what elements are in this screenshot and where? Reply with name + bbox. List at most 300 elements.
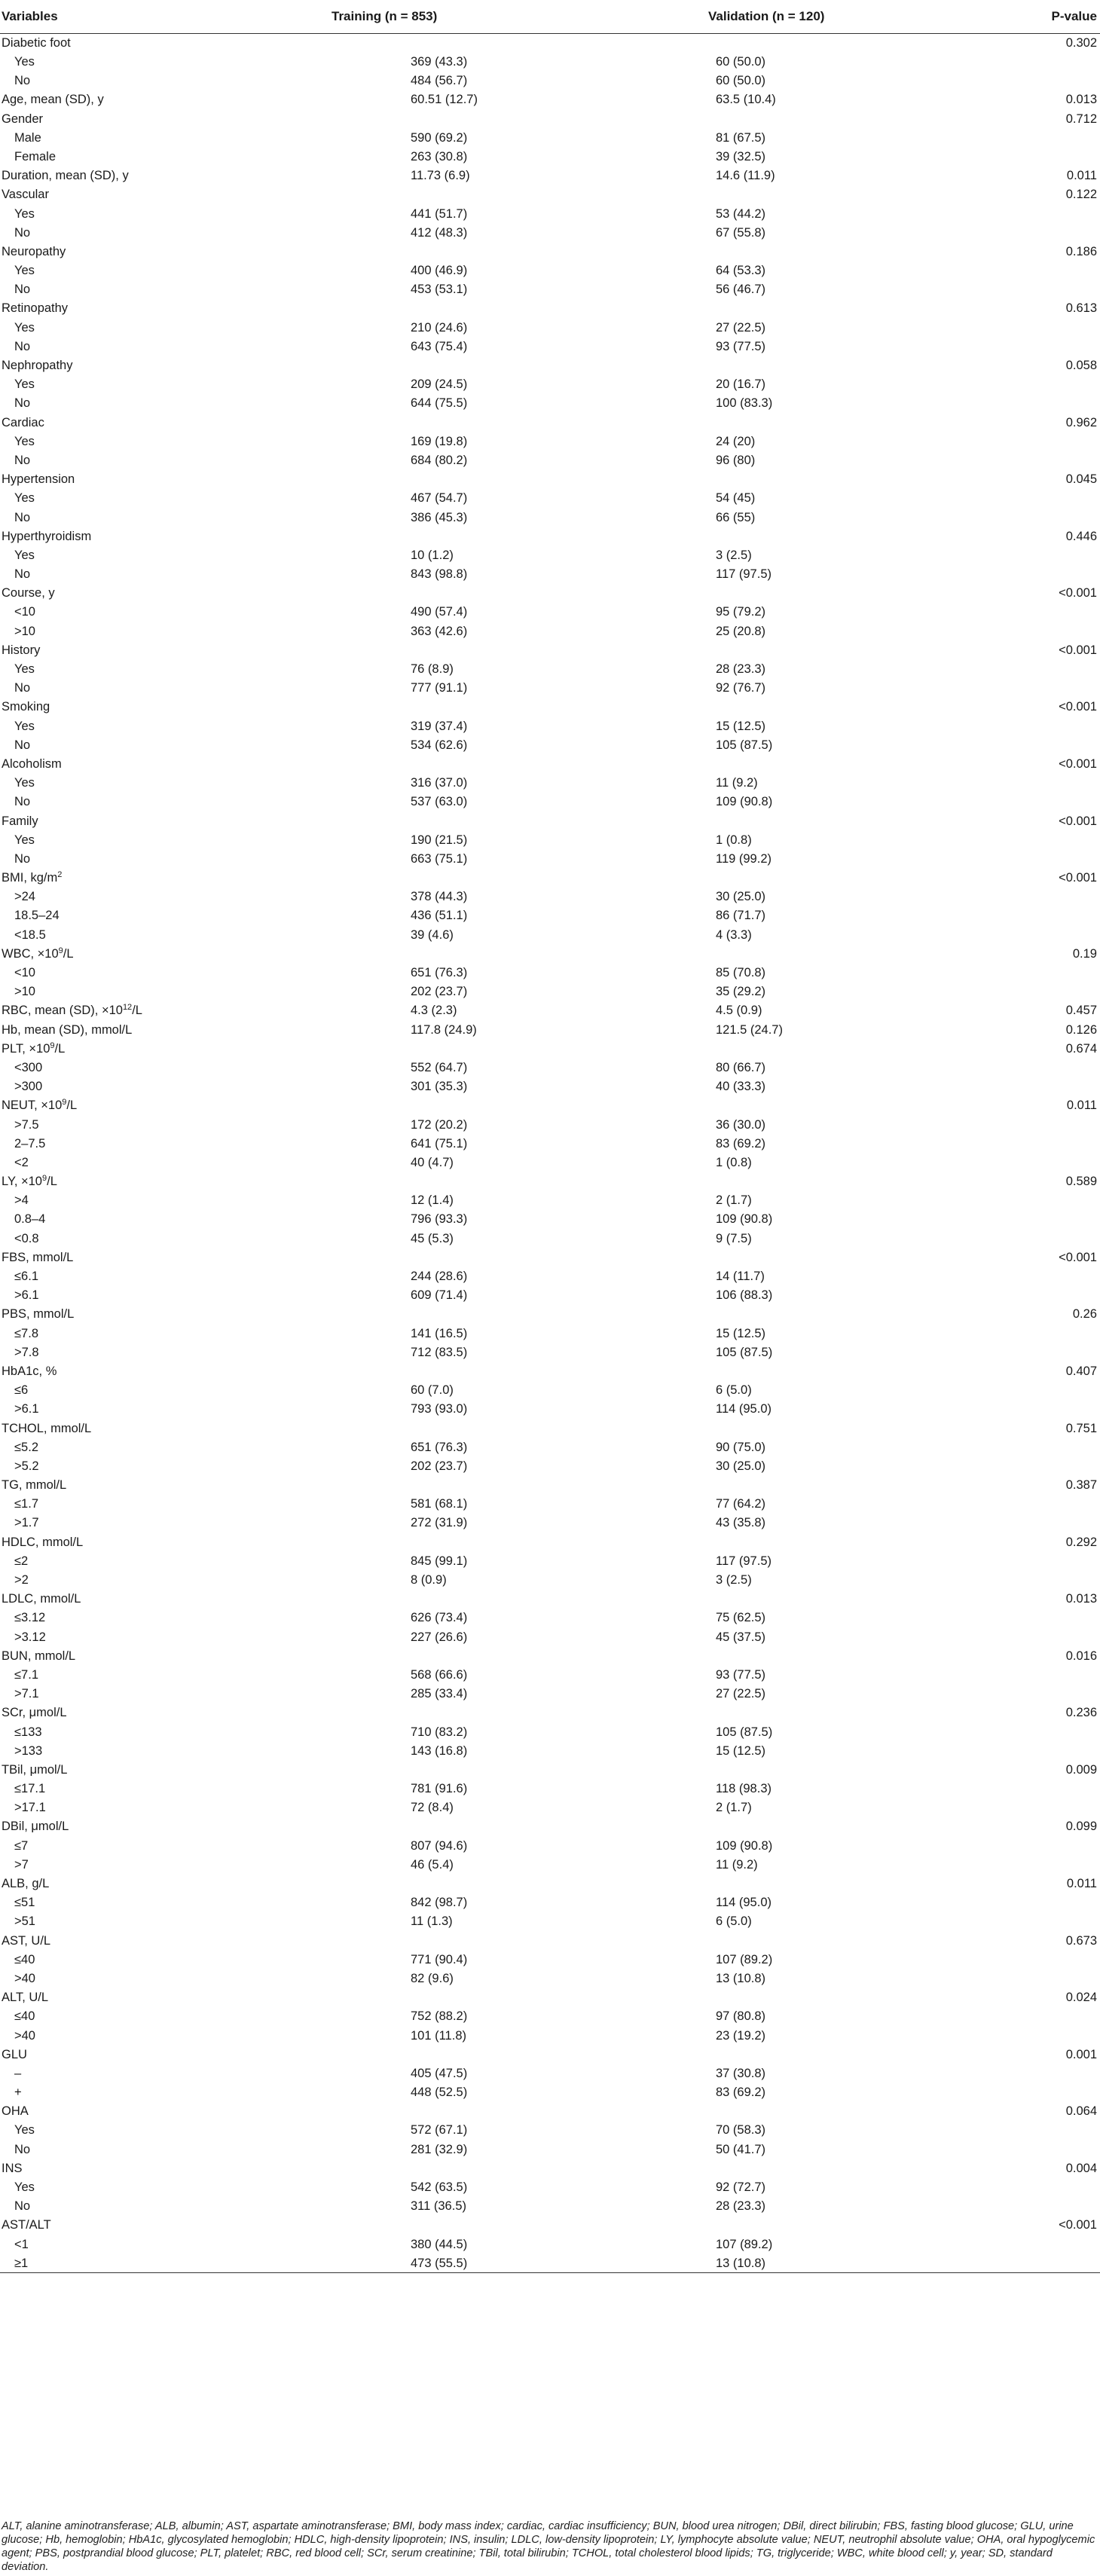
cell-pvalue: 0.589 <box>1065 1175 1097 1189</box>
cell-training: 453 (53.1) <box>411 283 468 297</box>
cell-variable <box>0 1836 226 1855</box>
table-row-level <box>0 2026 1100 2045</box>
variable-label: OHA <box>2 2104 29 2119</box>
cell-variable <box>0 1646 226 1665</box>
table-row-level <box>0 1798 1100 1817</box>
table-row-level <box>0 982 1100 1001</box>
variable-label: Yes <box>14 719 35 733</box>
cell-pvalue <box>934 338 1100 356</box>
cell-pvalue <box>934 1780 1100 1798</box>
cell-training: 72 (8.4) <box>411 1801 454 1815</box>
cell-validation: 70 (58.3) <box>716 2123 766 2137</box>
variable-label: ≤40 <box>14 1952 35 1966</box>
variable-label: WBC, ×10 <box>2 946 59 961</box>
cell-pvalue <box>934 318 1100 337</box>
table-row-level <box>0 850 1100 869</box>
table-row-variable <box>0 811 1100 830</box>
table-row-level <box>0 546 1100 565</box>
cell-variable <box>0 413 226 432</box>
variable-unit-exponent: 9 <box>50 1040 55 1050</box>
table-footnote: ALT, alanine aminotransferase; ALB, albumin; AST, aspartate aminotransferase; BMI, body mass index; cardiac, cardiac insufficiency; BUN, blood urea nitrogen; DBil, direct bilirubin; FBS, fasting blood glucose; GLU, urine glucose; Hb, hemoglobin; HbA1c, glycosylated hemoglobin; HDLC, high-density lipoprotein; INS, insulin; LDLC, low-density lipoprotein; LY, lymphocyte absolute value; NEUT, neutrophil absolute value; OHA, oral hypoglycemic agent; PBS, postprandial blood glucose; PLT, platelet; RBC, red blood cell; SCr, serum creatinine; TBil, total bilirubin; TCHOL, total cholesterol blood lipids; TG, triglyceride; WBC, white blood cell; y, year; SD, standard deviation. <box>2 2520 1095 2573</box>
cell-training: 8 (0.9) <box>411 1573 447 1587</box>
cell-pvalue <box>934 793 1100 811</box>
cell-variable <box>0 2197 226 2216</box>
cell-training: 202 (23.7) <box>411 985 468 999</box>
cell-validation <box>467 413 934 432</box>
cell-variable <box>0 280 226 299</box>
cell-validation <box>467 1761 934 1780</box>
cell-training: 484 (56.7) <box>411 74 468 88</box>
cell-training: 301 (35.3) <box>411 1080 468 1094</box>
variable-label: No <box>14 74 31 88</box>
cell-validation: 77 (64.2) <box>716 1497 766 1511</box>
variable-label: BUN, mmol/L <box>2 1649 76 1663</box>
cell-variable <box>0 1476 226 1495</box>
cell-variable <box>0 394 226 413</box>
cell-pvalue: 0.186 <box>1065 244 1097 258</box>
cell-validation <box>467 945 934 964</box>
table-row-level <box>0 1685 1100 1704</box>
cell-validation <box>467 2045 934 2064</box>
cell-variable <box>0 774 226 793</box>
table-row-level <box>0 1210 1100 1229</box>
variable-label: TBil, μmol/L <box>2 1762 68 1777</box>
cell-pvalue: 0.126 <box>1065 1022 1097 1037</box>
cell-variable <box>0 679 226 698</box>
cell-training <box>226 1875 467 1893</box>
variable-label: Retinopathy <box>2 301 69 316</box>
table-row-variable <box>0 869 1100 888</box>
variable-label: 0.8–4 <box>14 1212 46 1227</box>
cell-validation: 83 (69.2) <box>716 1136 766 1150</box>
variable-label: >10 <box>14 985 35 999</box>
cell-variable <box>0 1627 226 1646</box>
table-row-level <box>0 1627 1100 1646</box>
cell-validation: 118 (98.3) <box>716 1782 772 1796</box>
cell-pvalue <box>934 1381 1100 1400</box>
cell-variable <box>0 2007 226 2026</box>
cell-pvalue: 0.292 <box>1065 1535 1097 1549</box>
cell-pvalue: 0.024 <box>1065 1991 1097 2005</box>
cell-validation: 20 (16.7) <box>716 377 766 392</box>
variable-label: >300 <box>14 1080 43 1094</box>
cell-validation: 100 (83.3) <box>716 396 773 411</box>
variable-label: Duration, mean (SD), y <box>2 169 129 183</box>
cell-pvalue <box>934 2007 1100 2026</box>
cell-variable <box>0 223 226 242</box>
table-row-variable <box>0 2102 1100 2121</box>
cell-validation: 114 (95.0) <box>716 1402 772 1416</box>
table-row-level <box>0 1286 1100 1305</box>
variable-label: Yes <box>14 491 35 506</box>
cell-pvalue <box>934 774 1100 793</box>
cell-training: 378 (44.3) <box>411 890 468 904</box>
cell-variable <box>0 527 226 545</box>
cell-validation: 66 (55) <box>716 510 756 524</box>
table-row-level <box>0 1115 1100 1134</box>
cell-training: 60.51 (12.7) <box>411 93 478 107</box>
cell-training: 651 (76.3) <box>411 966 468 980</box>
cell-validation: 50 (41.7) <box>716 2142 766 2156</box>
cell-pvalue <box>934 546 1100 565</box>
cell-validation: 67 (55.8) <box>716 225 766 240</box>
cell-variable <box>0 1856 226 1875</box>
cell-pvalue: 0.712 <box>1065 112 1097 126</box>
cell-validation: 56 (46.7) <box>716 283 766 297</box>
cell-training <box>226 1172 467 1191</box>
variable-label: LY, ×10 <box>2 1175 42 1189</box>
variable-label: Yes <box>14 662 35 677</box>
cell-pvalue <box>934 964 1100 982</box>
cell-validation: 40 (33.3) <box>716 1080 766 1094</box>
cell-training: 412 (48.3) <box>411 225 468 240</box>
cell-pvalue: 0.446 <box>1065 529 1097 543</box>
cell-validation <box>467 2216 934 2235</box>
cell-validation: 117 (97.5) <box>716 567 772 582</box>
cell-pvalue <box>934 622 1100 640</box>
cell-validation <box>467 185 934 204</box>
cell-variable <box>0 1912 226 1931</box>
cell-training <box>226 1362 467 1381</box>
table-row-level <box>0 2007 1100 2026</box>
table-row-level <box>0 830 1100 849</box>
variable-label: DBil, μmol/L <box>2 1820 69 1834</box>
cell-variable <box>0 34 226 53</box>
cell-validation: 28 (23.3) <box>716 662 766 677</box>
cell-training <box>226 869 467 888</box>
variable-label: LDLC, mmol/L <box>2 1592 81 1606</box>
table-row-level <box>0 1059 1100 1077</box>
cell-validation <box>467 2102 934 2121</box>
cell-training: 845 (99.1) <box>411 1554 468 1568</box>
cell-validation: 6 (5.0) <box>716 1914 752 1929</box>
cell-pvalue <box>934 53 1100 72</box>
cell-pvalue <box>934 982 1100 1001</box>
cell-pvalue: 0.009 <box>1065 1762 1097 1777</box>
cell-pvalue: 0.236 <box>1065 1706 1097 1720</box>
cell-variable <box>0 1001 226 1020</box>
cell-validation <box>467 470 934 489</box>
cell-validation <box>467 1988 934 2007</box>
cell-pvalue <box>934 1836 1100 1855</box>
cell-variable <box>0 1685 226 1704</box>
cell-validation <box>467 1590 934 1609</box>
variable-label: Yes <box>14 2123 35 2137</box>
variable-label: ALT, U/L <box>2 1991 49 2005</box>
variable-label: PLT, ×10 <box>2 1041 50 1056</box>
variable-label: Smoking <box>2 700 50 714</box>
cell-validation: 107 (89.2) <box>716 2237 773 2251</box>
cell-pvalue: 0.122 <box>1065 188 1097 202</box>
cell-validation: 97 (80.8) <box>716 2009 766 2024</box>
cell-validation: 3 (2.5) <box>716 1573 752 1587</box>
cell-variable <box>0 2159 226 2178</box>
table-row-level <box>0 1324 1100 1343</box>
cell-training: 39 (4.6) <box>411 927 454 942</box>
cell-pvalue <box>934 735 1100 754</box>
variable-label: <1 <box>14 2237 29 2251</box>
cell-variable <box>0 1324 226 1343</box>
cell-training: 45 (5.3) <box>411 1231 454 1245</box>
table-row-level <box>0 603 1100 622</box>
table-row-variable <box>0 1001 1100 1020</box>
cell-pvalue <box>934 1950 1100 1969</box>
table-row-level <box>0 1950 1100 1969</box>
header-validation: Validation (n = 120) <box>467 0 934 34</box>
variable-label: No <box>14 567 31 582</box>
variable-label: No <box>14 339 31 353</box>
table-row-variable <box>0 2159 1100 2178</box>
variable-label: RBC, mean (SD), ×10 <box>2 1004 123 1018</box>
variable-label: <2 <box>14 1155 29 1169</box>
cell-training <box>226 34 467 53</box>
cell-pvalue <box>934 2178 1100 2197</box>
variable-label: >7.5 <box>14 1117 39 1132</box>
variable-label: No <box>14 851 31 866</box>
variable-label: Cardiac <box>2 415 44 429</box>
header-pvalue: P-value <box>934 0 1100 34</box>
cell-pvalue <box>934 1912 1100 1931</box>
cell-validation: 109 (90.8) <box>716 1838 773 1853</box>
table-row-variable <box>0 243 1100 261</box>
cell-variable <box>0 2064 226 2083</box>
cell-variable <box>0 261 226 280</box>
cell-validation <box>467 811 934 830</box>
variable-label: >133 <box>14 1743 43 1758</box>
variable-label: >1.7 <box>14 1516 39 1530</box>
cell-validation: 14.6 (11.9) <box>716 169 775 183</box>
variable-label: No <box>14 396 31 411</box>
cell-pvalue <box>934 1722 1100 1741</box>
variable-label: Family <box>2 814 38 828</box>
cell-validation <box>467 109 934 128</box>
cell-variable <box>0 1077 226 1096</box>
table-row-variable <box>0 1988 1100 2007</box>
cell-variable <box>0 128 226 147</box>
cell-training: 190 (21.5) <box>411 833 468 847</box>
cell-validation: 60 (50.0) <box>716 74 766 88</box>
cell-training <box>226 1590 467 1609</box>
table-row-level <box>0 432 1100 451</box>
cell-training <box>226 945 467 964</box>
cell-validation: 85 (70.8) <box>716 966 766 980</box>
cell-validation: 4.5 (0.9) <box>716 1004 762 1018</box>
table-row-level <box>0 2178 1100 2197</box>
cell-pvalue: 0.302 <box>1065 36 1097 50</box>
cell-variable <box>0 906 226 925</box>
cell-validation: 92 (76.7) <box>716 681 766 695</box>
table-row-level <box>0 2083 1100 2102</box>
table-row-level <box>0 2121 1100 2140</box>
cell-variable <box>0 1532 226 1551</box>
cell-variable <box>0 1020 226 1039</box>
cell-validation: 93 (77.5) <box>716 1667 766 1682</box>
cell-variable <box>0 1817 226 1836</box>
table-row-variable <box>0 1590 1100 1609</box>
cell-training: 210 (24.6) <box>411 320 468 335</box>
cell-training <box>226 1476 467 1495</box>
cell-variable <box>0 945 226 964</box>
table-row-level <box>0 1267 1100 1286</box>
cell-variable <box>0 1931 226 1950</box>
cell-training: 101 (11.8) <box>411 2028 466 2043</box>
cell-variable <box>0 148 226 167</box>
cell-pvalue <box>934 204 1100 223</box>
cell-variable <box>0 2235 226 2254</box>
cell-validation: 121.5 (24.7) <box>716 1022 783 1037</box>
variable-label: No <box>14 453 31 467</box>
variable-label: 18.5–24 <box>14 909 60 923</box>
variable-label: Nephropathy <box>2 359 73 373</box>
variable-label: SCr, μmol/L <box>2 1706 67 1720</box>
cell-variable <box>0 925 226 944</box>
cell-variable <box>0 1381 226 1400</box>
variable-unit-tail: /L <box>132 1004 142 1018</box>
table-row-level <box>0 148 1100 167</box>
variable-label: PBS, mmol/L <box>2 1307 75 1322</box>
table-row-variable <box>0 1761 1100 1780</box>
cell-validation <box>467 1172 934 1191</box>
variable-label: <10 <box>14 966 35 980</box>
cell-training: 568 (66.6) <box>411 1667 468 1682</box>
cell-validation: 13 (10.8) <box>716 1971 766 1985</box>
cell-variable <box>0 1267 226 1286</box>
variable-label: HbA1c, % <box>2 1364 57 1378</box>
cell-pvalue <box>934 1400 1100 1419</box>
cell-pvalue <box>934 1741 1100 1760</box>
cell-validation: 1 (0.8) <box>716 833 752 847</box>
variable-label: Course, y <box>2 586 55 600</box>
table-row-level <box>0 888 1100 906</box>
cell-training <box>226 1248 467 1267</box>
cell-pvalue: <0.001 <box>1059 2218 1097 2232</box>
cell-validation: 2 (1.7) <box>716 1193 752 1208</box>
cell-pvalue <box>934 394 1100 413</box>
cell-variable <box>0 2254 226 2272</box>
variable-label: AST/ALT <box>2 2218 51 2232</box>
cell-variable <box>0 1666 226 1685</box>
cell-validation <box>467 34 934 53</box>
cell-pvalue <box>934 1856 1100 1875</box>
cell-variable <box>0 964 226 982</box>
cell-pvalue: 0.011 <box>1066 169 1097 183</box>
cell-variable <box>0 53 226 72</box>
cell-training: 552 (64.7) <box>411 1060 468 1074</box>
table-row-level <box>0 451 1100 470</box>
cell-validation: 15 (12.5) <box>716 719 766 733</box>
variable-label: <10 <box>14 605 35 619</box>
variable-label: History <box>2 643 41 657</box>
cell-validation: 14 (11.7) <box>716 1270 765 1284</box>
table-row-variable <box>0 2216 1100 2235</box>
table-row-variable <box>0 1020 1100 1039</box>
cell-validation: 109 (90.8) <box>716 1212 773 1227</box>
cell-pvalue <box>934 2197 1100 2216</box>
cell-validation <box>467 755 934 774</box>
cell-training: 117.8 (24.9) <box>411 1022 477 1037</box>
cell-pvalue <box>934 603 1100 622</box>
cell-variable <box>0 1248 226 1267</box>
table-row-level <box>0 1856 1100 1875</box>
variable-label: ≤5.2 <box>14 1440 38 1454</box>
cell-variable <box>0 2216 226 2235</box>
table-row-level <box>0 1400 1100 1419</box>
table-row-variable <box>0 356 1100 375</box>
table-row-level <box>0 1438 1100 1456</box>
cell-validation: 75 (62.5) <box>716 1611 766 1625</box>
variable-unit-exponent: 12 <box>122 1003 133 1013</box>
cell-variable <box>0 489 226 508</box>
variable-label: ≤17.1 <box>14 1782 46 1796</box>
cell-pvalue: 0.045 <box>1065 472 1097 487</box>
cell-training <box>226 413 467 432</box>
cell-training <box>226 470 467 489</box>
cell-pvalue <box>934 1495 1100 1514</box>
cell-pvalue <box>934 1571 1100 1590</box>
cell-variable <box>0 1039 226 1058</box>
table-row-variable <box>0 1875 1100 1893</box>
cell-pvalue <box>934 925 1100 944</box>
cell-pvalue: 0.673 <box>1065 1933 1097 1948</box>
table-row-variable <box>0 1039 1100 1058</box>
cell-training: 651 (76.3) <box>411 1440 468 1454</box>
table-row-level <box>0 508 1100 527</box>
cell-variable <box>0 167 226 185</box>
cell-pvalue: <0.001 <box>1059 871 1097 885</box>
cell-training: 777 (91.1) <box>411 681 468 695</box>
cell-validation: 24 (20) <box>716 434 756 448</box>
variable-label: Yes <box>14 377 35 392</box>
cell-validation: 11 (9.2) <box>716 776 758 790</box>
variable-label: Hb, mean (SD), mmol/L <box>2 1022 133 1037</box>
cell-pvalue: 0.387 <box>1065 1478 1097 1493</box>
cell-training: 311 (36.5) <box>411 2199 466 2214</box>
cell-training: 169 (19.8) <box>411 434 468 448</box>
variable-unit-tail: /L <box>66 1099 78 1113</box>
cell-variable <box>0 299 226 318</box>
table-row-variable <box>0 109 1100 128</box>
cell-variable <box>0 603 226 622</box>
cell-validation: 93 (77.5) <box>716 339 766 353</box>
table-row-variable <box>0 1476 1100 1495</box>
cell-training: 319 (37.4) <box>411 719 468 733</box>
cell-pvalue <box>934 1077 1100 1096</box>
table-row-level <box>0 1381 1100 1400</box>
cell-validation: 64 (53.3) <box>716 264 766 278</box>
variable-label: ≤1.7 <box>14 1497 38 1511</box>
cell-pvalue <box>934 280 1100 299</box>
cell-training: 793 (93.0) <box>411 1402 468 1416</box>
table-row-level <box>0 2064 1100 2083</box>
cell-validation: 86 (71.7) <box>716 909 766 923</box>
cell-pvalue <box>934 1191 1100 1210</box>
cell-variable <box>0 1514 226 1532</box>
table-row-level <box>0 1780 1100 1798</box>
cell-training <box>226 1704 467 1722</box>
cell-pvalue: 0.962 <box>1065 415 1097 429</box>
variable-label: >40 <box>14 2028 35 2043</box>
cell-variable <box>0 1761 226 1780</box>
cell-variable <box>0 1609 226 1627</box>
header-row <box>0 0 1100 34</box>
cell-training <box>226 2102 467 2121</box>
cell-pvalue <box>934 1685 1100 1704</box>
variable-label: ≤6 <box>14 1383 29 1398</box>
table-row-level <box>0 565 1100 584</box>
cell-validation: 95 (79.2) <box>716 605 766 619</box>
table-row-level <box>0 2140 1100 2159</box>
variable-label: >2 <box>14 1573 29 1587</box>
